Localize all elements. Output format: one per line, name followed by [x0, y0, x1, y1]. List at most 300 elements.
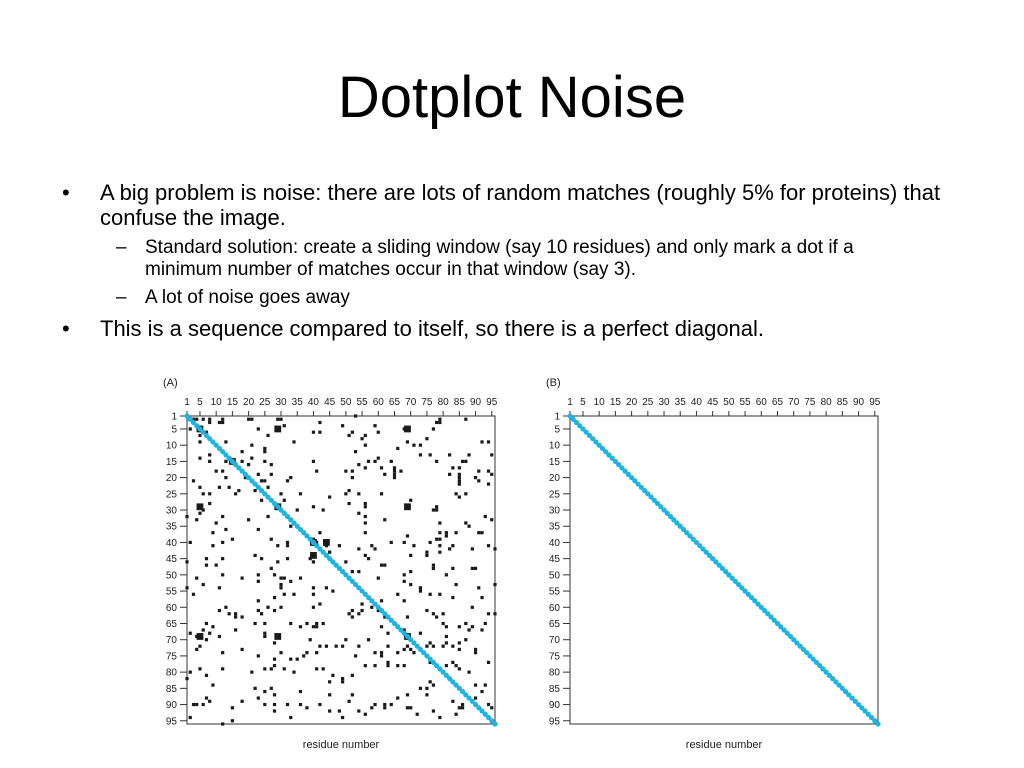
noise-dot — [425, 554, 428, 557]
noise-dot — [202, 492, 205, 495]
noise-dot — [211, 544, 214, 547]
noise-dot — [461, 706, 464, 709]
noise-dot — [215, 470, 218, 473]
bullet-text: This is a sequence compared to itself, so there is a perfect diagonal. — [100, 316, 765, 341]
noise-dot — [445, 641, 448, 644]
noise-dot — [253, 622, 256, 625]
noise-dot — [373, 703, 376, 706]
noise-dot — [390, 460, 393, 463]
noise-dot — [474, 683, 477, 686]
noise-dot — [289, 658, 292, 661]
noise-dot — [406, 440, 409, 443]
noise-dot — [429, 680, 432, 683]
noise-dot — [208, 700, 211, 703]
y-tick-label: 80 — [165, 667, 177, 679]
noise-dot — [257, 580, 260, 583]
noise-dot — [451, 700, 454, 703]
noise-dot — [247, 518, 250, 521]
noise-dot — [263, 622, 266, 625]
noise-dot — [218, 635, 221, 638]
noise-dot — [270, 567, 273, 570]
noise-dot — [318, 531, 321, 534]
noise-dot — [373, 664, 376, 667]
noise-dot — [357, 463, 360, 466]
noise-dot — [467, 671, 470, 674]
noise-dot — [454, 583, 457, 586]
noise-dot — [364, 554, 367, 557]
y-tick-label: 95 — [165, 716, 177, 728]
noise-dot — [383, 564, 386, 567]
noise-dot — [480, 596, 483, 599]
noise-dot — [257, 528, 260, 531]
noise-dot — [432, 612, 435, 615]
noise-dot — [451, 466, 454, 469]
y-tick-label: 90 — [548, 700, 560, 712]
noise-dot — [438, 593, 441, 596]
noise-dot — [367, 557, 370, 560]
noise-dot — [354, 414, 357, 417]
noise-dot — [445, 635, 448, 638]
noise-dot — [425, 551, 428, 554]
noise-dot — [198, 434, 201, 437]
noise-dot — [493, 612, 496, 615]
noise-dot — [234, 615, 237, 618]
noise-dot — [341, 716, 344, 719]
noise-dot — [195, 703, 198, 706]
y-tick-label: 45 — [165, 554, 177, 566]
noise-dot — [250, 457, 253, 460]
noise-dot — [211, 625, 214, 628]
noise-dot — [279, 418, 282, 421]
noise-dot — [315, 651, 318, 654]
noise-dot — [412, 651, 415, 654]
match-block — [274, 633, 281, 640]
x-tick-label: 55 — [356, 397, 368, 408]
noise-dot — [263, 447, 266, 450]
noise-dot — [286, 557, 289, 560]
noise-dot — [260, 612, 263, 615]
noise-dot — [266, 434, 269, 437]
y-tick-label: 1 — [171, 411, 177, 423]
dotplot-b-chart — [538, 372, 888, 751]
noise-dot — [344, 470, 347, 473]
noise-dot — [454, 664, 457, 667]
noise-dot — [283, 499, 286, 502]
noise-dot — [383, 473, 386, 476]
noise-dot — [364, 515, 367, 518]
noise-dot — [386, 664, 389, 667]
y-tick-label: 70 — [548, 635, 560, 647]
noise-dot — [458, 495, 461, 498]
noise-dot — [208, 502, 211, 505]
noise-dot — [458, 476, 461, 479]
noise-dot — [451, 596, 454, 599]
noise-dot — [471, 547, 474, 550]
noise-dot — [416, 713, 419, 716]
noise-dot — [296, 508, 299, 511]
noise-dot — [399, 470, 402, 473]
y-tick-label: 50 — [548, 570, 560, 582]
noise-dot — [185, 515, 188, 518]
x-tick-label: 30 — [275, 397, 287, 408]
noise-dot — [403, 664, 406, 667]
noise-dot — [253, 687, 256, 690]
noise-dot — [458, 641, 461, 644]
noise-dot — [292, 440, 295, 443]
noise-dot — [454, 531, 457, 534]
y-tick-label: 75 — [548, 651, 560, 663]
x-axis-label: residue number — [302, 739, 380, 751]
noise-dot — [270, 463, 273, 466]
noise-dot — [357, 709, 360, 712]
noise-dot — [487, 661, 490, 664]
noise-dot — [289, 525, 292, 528]
x-tick-label: 10 — [593, 397, 605, 408]
noise-dot — [341, 680, 344, 683]
noise-dot — [364, 505, 367, 508]
noise-dot — [370, 706, 373, 709]
noise-dot — [406, 534, 409, 537]
noise-dot — [403, 573, 406, 576]
panel-label: (A) — [163, 377, 178, 389]
noise-dot — [429, 593, 432, 596]
noise-dot — [419, 632, 422, 635]
noise-dot — [484, 515, 487, 518]
noise-dot — [318, 645, 321, 648]
noise-dot — [370, 606, 373, 609]
noise-dot — [208, 418, 211, 421]
bullet-marker: • — [62, 316, 70, 341]
noise-dot — [386, 645, 389, 648]
match-block — [197, 503, 204, 510]
x-tick-label: 45 — [707, 397, 719, 408]
noise-dot — [403, 580, 406, 583]
noise-dot — [425, 645, 428, 648]
dotplot-a-figure — [155, 372, 505, 751]
match-block — [404, 503, 411, 510]
y-tick-label: 10 — [165, 440, 177, 452]
noise-dot — [461, 703, 464, 706]
noise-dot — [344, 560, 347, 563]
noise-dot — [419, 687, 422, 690]
y-tick-label: 50 — [165, 570, 177, 582]
noise-dot — [445, 531, 448, 534]
noise-dot — [373, 424, 376, 427]
noise-dot — [270, 687, 273, 690]
noise-dot — [425, 687, 428, 690]
noise-dot — [211, 531, 214, 534]
noise-dot — [296, 658, 299, 661]
noise-dot — [263, 460, 266, 463]
noise-dot — [490, 473, 493, 476]
noise-dot — [234, 628, 237, 631]
noise-dot — [299, 703, 302, 706]
x-tick-label: 30 — [658, 397, 670, 408]
noise-dot — [318, 703, 321, 706]
noise-dot — [364, 713, 367, 716]
noise-dot — [198, 440, 201, 443]
noise-dot — [380, 466, 383, 469]
y-tick-label: 75 — [165, 651, 177, 663]
noise-dot — [393, 476, 396, 479]
noise-dot — [348, 612, 351, 615]
noise-dot — [396, 593, 399, 596]
noise-dot — [189, 716, 192, 719]
noise-dot — [383, 518, 386, 521]
noise-dot — [208, 460, 211, 463]
noise-dot — [205, 557, 208, 560]
noise-dot — [380, 599, 383, 602]
noise-dot — [202, 703, 205, 706]
noise-dot — [458, 473, 461, 476]
noise-dot — [234, 612, 237, 615]
noise-dot — [442, 622, 445, 625]
noise-dot — [467, 453, 470, 456]
dotplot-a-chart — [155, 372, 505, 751]
noise-dot — [312, 560, 315, 563]
noise-dot — [474, 696, 477, 699]
noise-dot — [435, 538, 438, 541]
y-tick-label: 85 — [548, 683, 560, 695]
noise-dot — [377, 577, 380, 580]
noise-dot — [464, 638, 467, 641]
noise-dot — [484, 683, 487, 686]
y-tick-label: 85 — [165, 683, 177, 695]
noise-dot — [250, 418, 253, 421]
noise-dot — [263, 632, 266, 635]
x-tick-label: 50 — [723, 397, 735, 408]
noise-dot — [438, 538, 441, 541]
noise-dot — [273, 573, 276, 576]
noise-dot — [283, 577, 286, 580]
noise-dot — [357, 547, 360, 550]
noise-dot — [480, 690, 483, 693]
noise-dot — [198, 486, 201, 489]
noise-dot — [419, 589, 422, 592]
noise-dot — [487, 482, 490, 485]
y-tick-label: 15 — [165, 456, 177, 468]
noise-dot — [442, 645, 445, 648]
noise-dot — [325, 586, 328, 589]
noise-dot — [221, 722, 224, 725]
noise-dot — [360, 602, 363, 605]
noise-dot — [299, 577, 302, 580]
x-tick-label: 45 — [324, 397, 336, 408]
noise-dot — [189, 632, 192, 635]
noise-dot — [451, 661, 454, 664]
noise-dot — [260, 499, 263, 502]
noise-dot — [458, 648, 461, 651]
noise-dot — [208, 492, 211, 495]
noise-dot — [273, 609, 276, 612]
noise-dot — [403, 648, 406, 651]
noise-dot — [283, 667, 286, 670]
noise-dot — [383, 703, 386, 706]
noise-dot — [221, 418, 224, 421]
noise-dot — [373, 651, 376, 654]
noise-dot — [221, 557, 224, 560]
noise-dot — [286, 703, 289, 706]
noise-dot — [221, 651, 224, 654]
noise-dot — [432, 508, 435, 511]
noise-dot — [432, 683, 435, 686]
noise-dot — [367, 460, 370, 463]
x-tick-label: 75 — [421, 397, 433, 408]
noise-dot — [409, 570, 412, 573]
noise-dot — [487, 612, 490, 615]
noise-dot — [328, 709, 331, 712]
match-block — [323, 539, 330, 546]
noise-dot — [198, 667, 201, 670]
noise-dot — [263, 450, 266, 453]
noise-dot — [205, 638, 208, 641]
noise-dot — [325, 645, 328, 648]
noise-dot — [471, 606, 474, 609]
noise-dot — [351, 431, 354, 434]
x-tick-label: 80 — [437, 397, 449, 408]
noise-dot — [341, 677, 344, 680]
noise-dot — [234, 492, 237, 495]
noise-dot — [289, 622, 292, 625]
noise-dot — [438, 716, 441, 719]
match-block — [274, 426, 281, 433]
y-tick-label: 65 — [548, 618, 560, 630]
noise-dot — [487, 703, 490, 706]
y-tick-label: 5 — [171, 424, 177, 436]
noise-dot — [451, 544, 454, 547]
noise-dot — [351, 693, 354, 696]
x-tick-label: 90 — [852, 397, 865, 408]
noise-dot — [425, 437, 428, 440]
noise-dot — [348, 489, 351, 492]
noise-dot — [257, 599, 260, 602]
noise-dot — [273, 709, 276, 712]
x-tick-label: 1 — [567, 397, 573, 408]
noise-dot — [276, 544, 279, 547]
noise-dot — [409, 706, 412, 709]
noise-dot — [273, 703, 276, 706]
noise-dot — [380, 654, 383, 657]
noise-dot — [247, 418, 250, 421]
noise-dot — [412, 444, 415, 447]
x-tick-label: 35 — [674, 397, 686, 408]
noise-dot — [351, 674, 354, 677]
noise-dot — [302, 654, 305, 657]
noise-dot — [490, 706, 493, 709]
noise-dot — [438, 421, 441, 424]
noise-dot — [266, 486, 269, 489]
noise-dot — [357, 512, 360, 515]
noise-dot — [386, 661, 389, 664]
noise-dot — [464, 521, 467, 524]
noise-dot — [348, 434, 351, 437]
noise-dot — [273, 596, 276, 599]
noise-dot — [445, 664, 448, 667]
noise-dot — [438, 418, 441, 421]
noise-dot — [364, 434, 367, 437]
y-tick-label: 5 — [554, 424, 560, 436]
noise-dot — [221, 667, 224, 670]
y-tick-label: 15 — [548, 456, 560, 468]
noise-dot — [215, 521, 218, 524]
noise-dot — [273, 641, 276, 644]
noise-dot — [364, 444, 367, 447]
noise-dot — [192, 593, 195, 596]
noise-dot — [322, 508, 325, 511]
bullet-marker: • — [62, 180, 70, 205]
noise-dot — [331, 589, 334, 592]
noise-dot — [380, 492, 383, 495]
noise-dot — [477, 586, 480, 589]
x-tick-label: 10 — [210, 397, 222, 408]
noise-dot — [438, 544, 441, 547]
noise-dot — [273, 693, 276, 696]
x-tick-label: 35 — [291, 397, 303, 408]
y-tick-label: 55 — [165, 586, 177, 598]
noise-dot — [322, 622, 325, 625]
noise-dot — [312, 505, 315, 508]
y-tick-label: 35 — [165, 521, 177, 533]
noise-dot — [221, 421, 224, 424]
noise-dot — [357, 645, 360, 648]
noise-dot — [360, 609, 363, 612]
noise-dot — [218, 486, 221, 489]
noise-dot — [185, 560, 188, 563]
noise-dot — [218, 609, 221, 612]
noise-dot — [348, 502, 351, 505]
noise-dot — [205, 564, 208, 567]
noise-dot — [289, 580, 292, 583]
noise-dot — [231, 538, 234, 541]
noise-dot — [221, 573, 224, 576]
noise-dot — [250, 444, 253, 447]
noise-dot — [458, 667, 461, 670]
noise-dot — [250, 671, 253, 674]
x-tick-label: 60 — [755, 397, 767, 408]
noise-dot — [231, 719, 234, 722]
noise-dot — [338, 709, 341, 712]
noise-dot — [257, 427, 260, 430]
noise-dot — [429, 453, 432, 456]
y-tick-label: 45 — [548, 554, 560, 566]
noise-dot — [458, 479, 461, 482]
noise-dot — [279, 492, 282, 495]
noise-dot — [364, 502, 367, 505]
y-tick-label: 40 — [548, 537, 560, 549]
noise-dot — [202, 628, 205, 631]
noise-dot — [305, 622, 308, 625]
noise-dot — [192, 703, 195, 706]
x-tick-label: 1 — [184, 397, 190, 408]
noise-dot — [464, 460, 467, 463]
noise-dot — [279, 583, 282, 586]
y-tick-label: 40 — [165, 537, 177, 549]
noise-dot — [367, 638, 370, 641]
noise-dot — [257, 654, 260, 657]
noise-dot — [406, 693, 409, 696]
noise-dot — [185, 586, 188, 589]
noise-dot — [299, 492, 302, 495]
noise-dot — [354, 654, 357, 657]
noise-dot — [299, 690, 302, 693]
noise-dot — [484, 622, 487, 625]
noise-dot — [292, 671, 295, 674]
noise-dot — [263, 635, 266, 638]
noise-dot — [409, 499, 412, 502]
noise-dot — [344, 638, 347, 641]
noise-dot — [351, 570, 354, 573]
noise-dot — [315, 622, 318, 625]
